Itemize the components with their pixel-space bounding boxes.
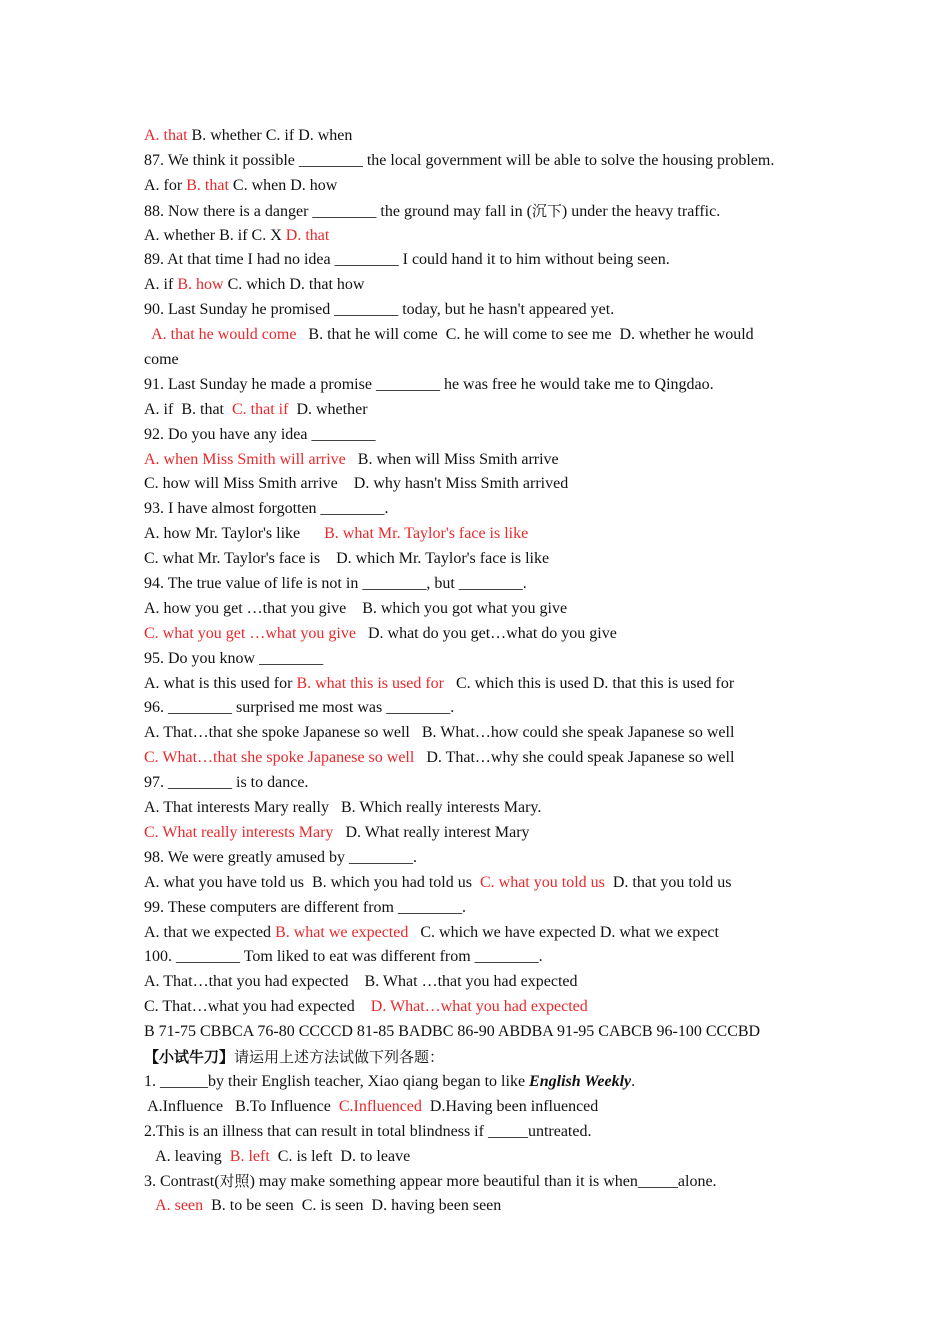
text-line: [144, 248, 834, 273]
line-text: C. when D. how: [228, 176, 338, 194]
line-text: 90. Last Sunday he promised ________ today, but he hasn't appeared yet.: [144, 301, 615, 319]
line-text: A. That interests Mary really B. Which really interests Mary.: [144, 799, 542, 817]
line-text: D. that you told us: [604, 873, 732, 891]
line-text: 3. Contrast(: [144, 1173, 220, 1191]
text-line: [144, 771, 834, 796]
line-text: 93. I have almost forgotten ________.: [144, 500, 389, 518]
line-text: 88. Now there is a danger ________ the ground may fall in (: [144, 202, 532, 220]
answer-text: C. what you told us: [479, 873, 605, 891]
line-text: come: [144, 351, 179, 369]
line-text: 99. These computers are different from ________.: [144, 898, 466, 916]
text-line: [144, 497, 834, 522]
line-text: B. whether C. if D. when: [187, 127, 353, 144]
text-line: [144, 921, 834, 946]
text-line: [144, 348, 834, 373]
line-text: C. what Mr. Taylor's face is D. which Mr. Taylor's face is like: [144, 550, 550, 568]
line-text: A. for: [144, 176, 187, 194]
text-line: [144, 696, 834, 721]
line-text: 100. ________ Tom liked to eat was different from ________.: [144, 948, 543, 966]
text-line: [144, 846, 834, 871]
text-line: [144, 398, 834, 423]
line-text: D. what do you get…what do you give: [355, 624, 617, 642]
text-line: [144, 522, 834, 547]
line-text: A. if: [144, 276, 178, 294]
text-line: [144, 796, 834, 821]
line-text: 98. We were greatly amused by ________.: [144, 848, 418, 866]
text-line: [144, 423, 834, 448]
line-text: English Weekly: [529, 1072, 632, 1090]
answer-text: B. what Mr. Taylor's face is like: [324, 525, 529, 543]
answer-text: A. that: [144, 127, 188, 144]
answer-text: B. what we expected: [275, 923, 409, 941]
text-line: [144, 224, 834, 249]
text-line: [144, 746, 834, 771]
line-text: A. how you get …that you give B. which you got what you give: [144, 599, 568, 617]
line-text: B. to be seen C. is seen D. having been seen: [203, 1197, 502, 1215]
text-line: [144, 1145, 834, 1170]
text-line: [144, 547, 834, 572]
line-text: C. how will Miss Smith arrive D. why hasn't Miss Smith arrived: [144, 475, 569, 493]
line-text: C. That…what you had expected: [144, 998, 371, 1016]
line-text: 97. ________ is to dance.: [144, 774, 309, 792]
text-line: [144, 1120, 834, 1145]
line-text: 请运用上述方法试做下列各题：: [234, 1047, 445, 1066]
text-line: [144, 124, 834, 149]
text-line: [144, 1070, 834, 1095]
line-text: C. which we have expected D. what we expect: [408, 923, 719, 941]
text-line: [144, 597, 834, 622]
text-line: [144, 1169, 834, 1194]
line-text: A.Influence B.To Influence: [144, 1097, 339, 1115]
text-line: [144, 572, 834, 597]
line-text: 96. ________ surprised me most was ________.: [144, 699, 455, 717]
answer-text: A. seen: [155, 1197, 204, 1215]
answer-text: C. What…that she spoke Japanese so well: [144, 749, 415, 767]
line-text: B. when will Miss Smith arrive: [345, 450, 559, 468]
text-line: [144, 721, 834, 746]
line-text: B 71-75 CBBCA 76-80 CCCCD 81-85 BADBC 86-90 ABDBA 91-95 CABCB 96-100 CCCBD: [144, 1023, 761, 1041]
text-line: [144, 199, 834, 224]
line-text: ) under the heavy traffic.: [561, 202, 721, 220]
line-text: ) may make something appear more beautiful than it is when_____alone.: [249, 1173, 717, 1191]
text-line: [144, 821, 834, 846]
line-text: C. which D. that how: [223, 276, 365, 294]
line-text: A. whether B. if C. X: [144, 226, 286, 244]
line-text: 94. The true value of life is not in ________, but ________.: [144, 575, 527, 593]
document-page: [144, 124, 834, 1219]
line-text: 对照: [219, 1172, 250, 1191]
answer-text: C. what you get …what you give: [144, 624, 356, 642]
text-line: [144, 1095, 834, 1120]
text-line: [144, 1194, 834, 1219]
line-text: 95. Do you know ________: [144, 649, 324, 667]
answer-text: B. that: [186, 176, 229, 194]
answer-text: C. What really interests Mary: [144, 823, 334, 841]
line-text: A. what you have told us B. which you had told us: [144, 873, 480, 891]
line-text: D. That…why she could speak Japanese so well: [414, 749, 735, 767]
text-line: [144, 871, 834, 896]
line-text: D.Having been influenced: [421, 1097, 599, 1115]
line-text: C. which this is used D. that this is used for: [443, 674, 735, 692]
line-text: C. is left D. to leave: [269, 1147, 411, 1165]
text-line: [144, 472, 834, 497]
answer-text: C. that if: [232, 400, 289, 418]
answer-text: A. that he would come: [151, 326, 297, 344]
text-line: [144, 896, 834, 921]
text-line: [144, 672, 834, 697]
text-line: [144, 970, 834, 995]
line-text: 89. At that time I had no idea ________ I could hand it to him without being seen.: [144, 251, 670, 269]
line-text: 87. We think it possible ________ the local government will be able to solve the housing problem.: [144, 151, 775, 169]
text-line: [144, 647, 834, 672]
text-line: [144, 995, 834, 1020]
answer-text: B. left: [229, 1147, 270, 1165]
text-line: [144, 174, 834, 199]
text-line: [144, 1020, 834, 1045]
line-text: 2.This is an illness that can result in total blindness if _____untreated.: [144, 1122, 592, 1140]
line-text: A. That…that you had expected B. What …that you had expected: [144, 973, 578, 991]
line-text: .: [631, 1072, 636, 1090]
text-line: [144, 373, 834, 398]
line-text: A. leaving: [144, 1147, 230, 1165]
text-line: [144, 323, 834, 348]
text-line: [144, 945, 834, 970]
answer-text: A. when Miss Smith will arrive: [144, 450, 346, 468]
line-text: D. What really interest Mary: [333, 823, 530, 841]
line-text: B. that he will come C. he will come to see me D. whether he would: [296, 326, 754, 344]
text-line: [144, 448, 834, 473]
text-line: [144, 149, 834, 174]
line-text: 1. ______by their English teacher, Xiao qiang began to like: [144, 1072, 530, 1090]
line-text: A. if B. that: [144, 400, 232, 418]
line-text: A. That…that she spoke Japanese so well B. What…how could she speak Japanese so well: [144, 724, 735, 742]
line-text: A. that we expected: [144, 923, 276, 941]
line-text: 【小试牛刀】: [144, 1047, 235, 1066]
text-line: [144, 298, 834, 323]
line-text: [144, 1197, 155, 1214]
line-text: 92. Do you have any idea ________: [144, 425, 376, 443]
text-line: [144, 273, 834, 298]
answer-text: D. that: [285, 226, 330, 244]
text-line: [144, 1045, 834, 1070]
answer-text: B. how: [177, 276, 224, 294]
line-text: 沉下: [531, 201, 562, 220]
text-line: [144, 622, 834, 647]
line-text: 91. Last Sunday he made a promise ________ he was free he would take me to Qingdao.: [144, 375, 714, 393]
answer-text: D. What…what you had expected: [370, 998, 588, 1016]
answer-text: B. what this is used for: [296, 674, 444, 692]
line-text: A. how Mr. Taylor's like: [144, 525, 325, 543]
line-text: D. whether: [288, 400, 368, 418]
line-text: A. what is this used for: [144, 674, 297, 692]
answer-text: C.Influenced: [338, 1097, 422, 1115]
